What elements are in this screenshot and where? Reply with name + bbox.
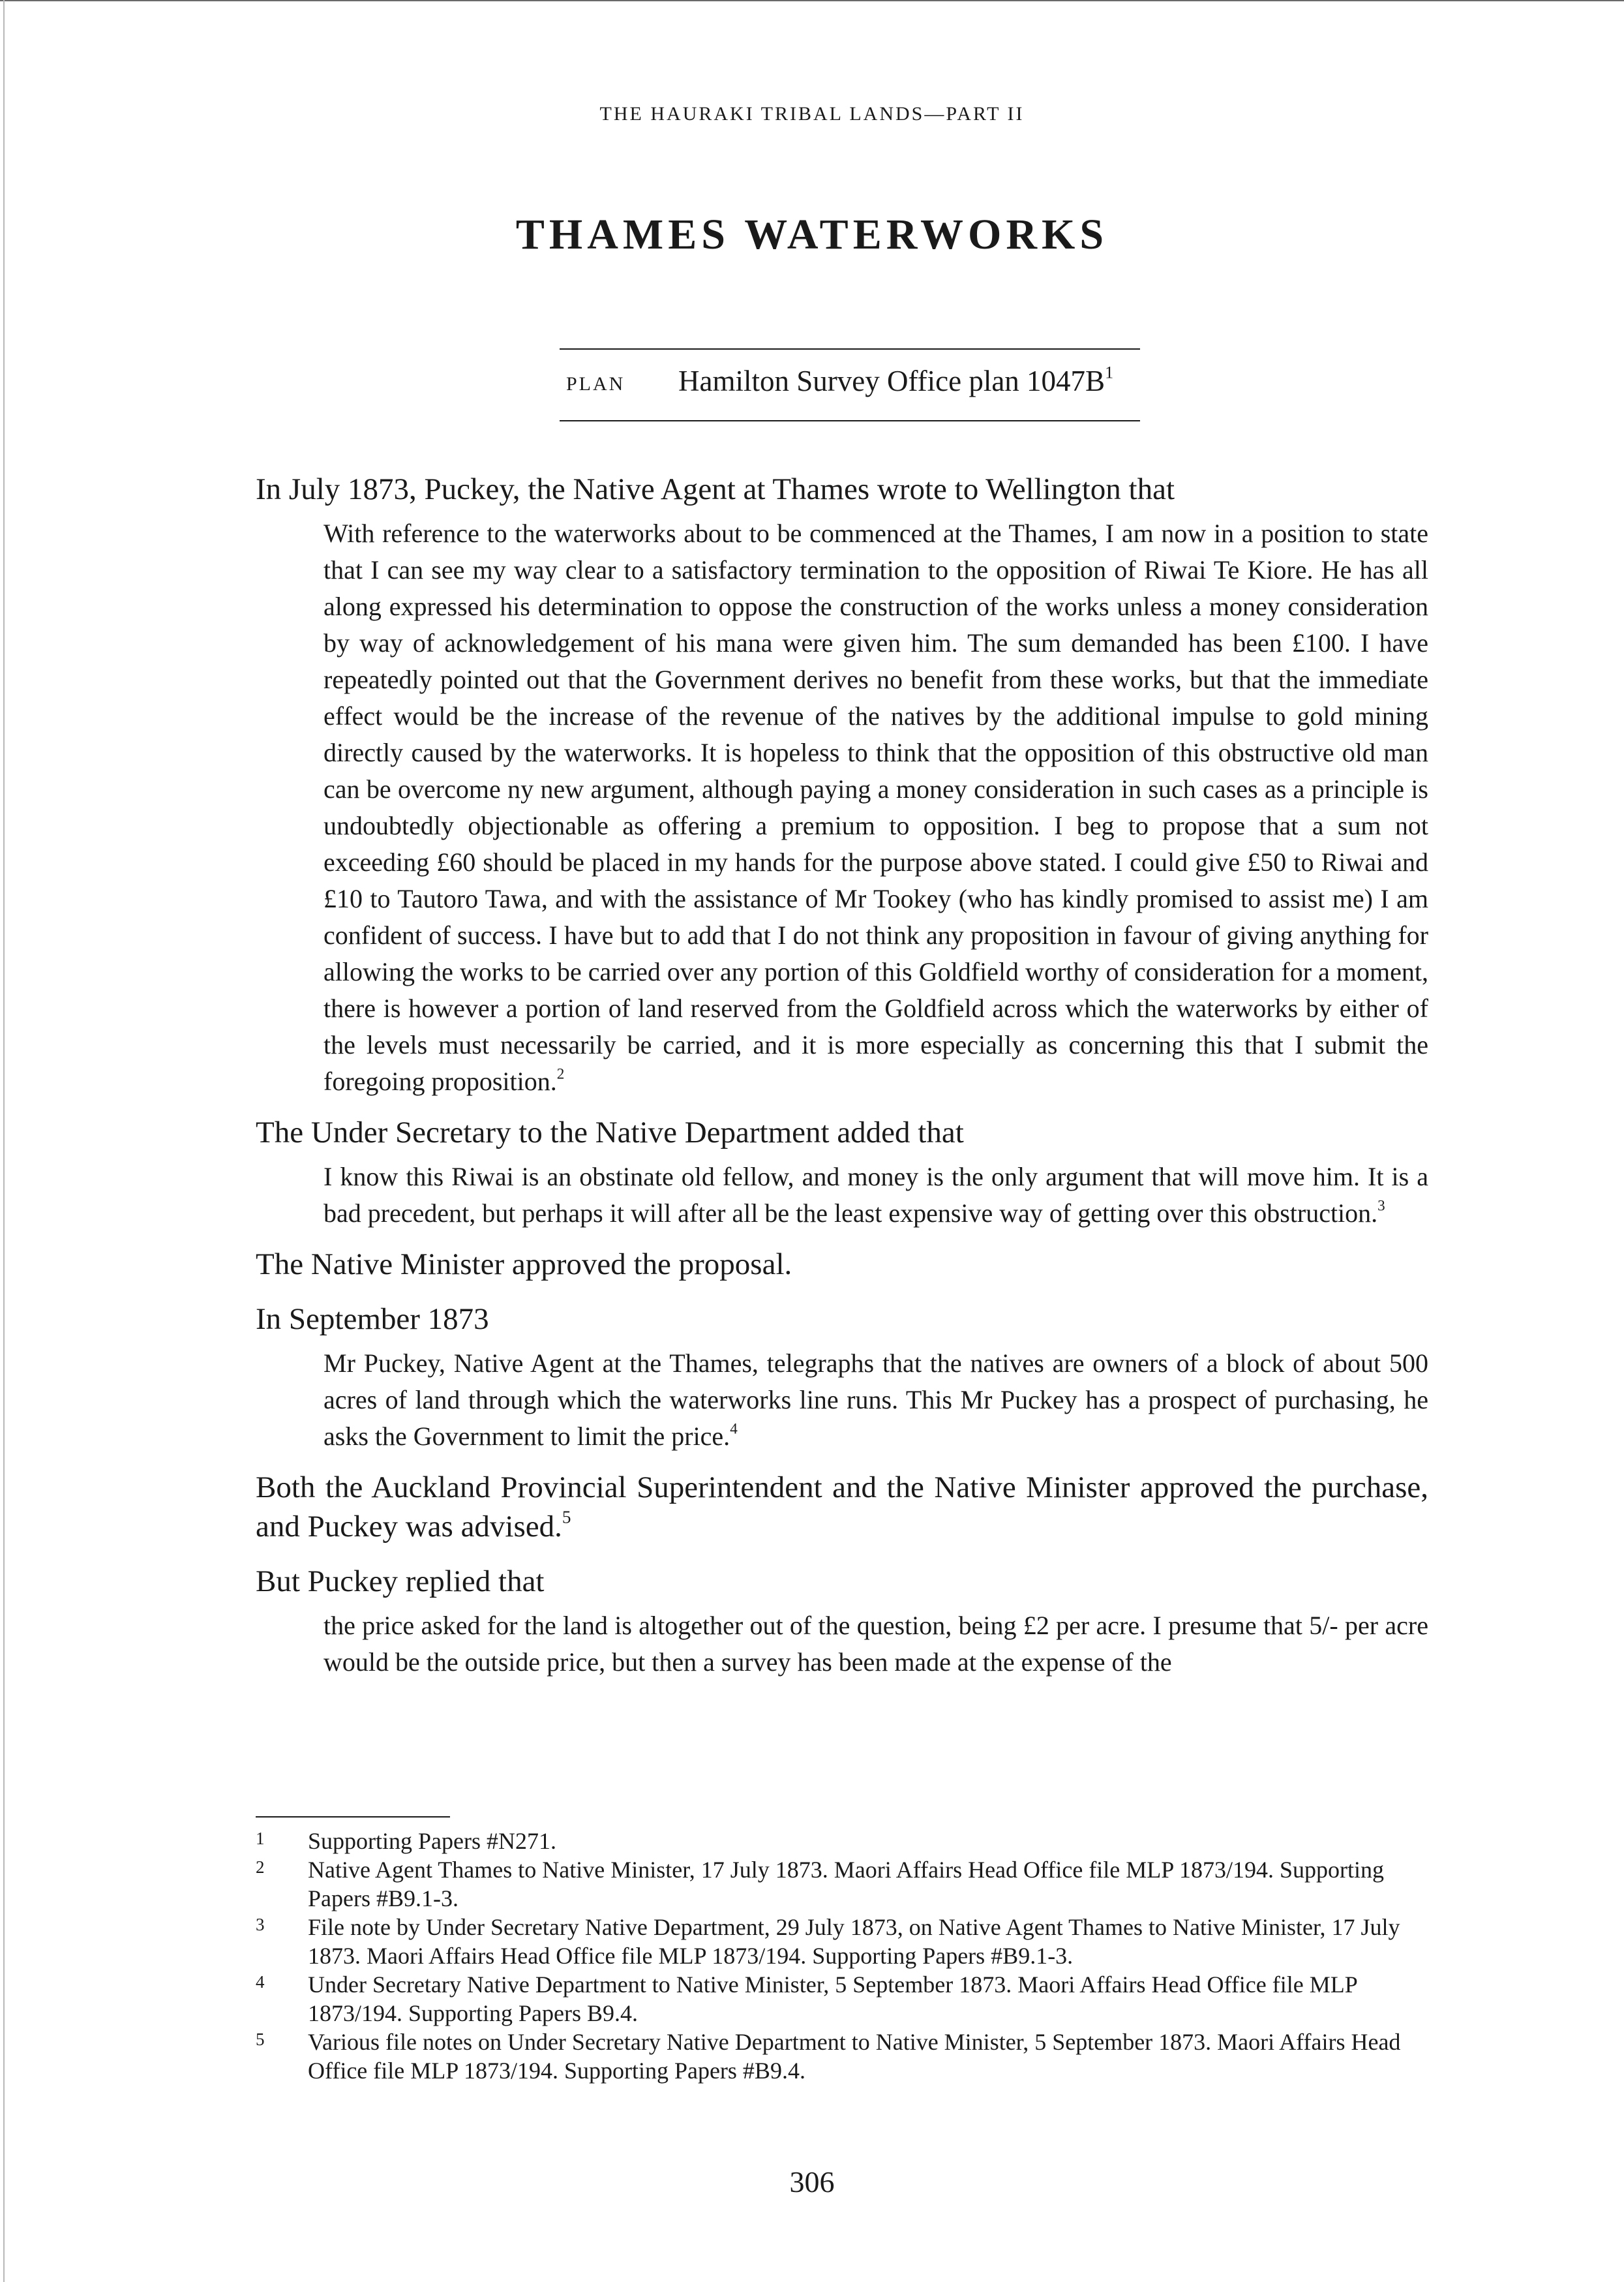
footnote-text: Native Agent Thames to Native Minister, 17 July 1873. Maori Affairs Head Office file MLP 1873/194. Supporting Papers #B9.1-3. <box>308 1857 1384 1911</box>
plan-text-value: Hamilton Survey Office plan 1047B <box>678 365 1105 397</box>
quote-text: I know this Riwai is an obstinate old fellow, and money is the only argument that will move him. It is a bad precedent, but perhaps it will after all be the least expensive way of getting over this obstruction. <box>323 1162 1428 1228</box>
page-number: 306 <box>789 2165 835 2198</box>
paragraph-text: Both the Auckland Provincial Superintendent and the Native Minister approved the purchase, and Puckey was advised. <box>256 1470 1428 1544</box>
body-text <box>256 470 1428 1694</box>
paragraph-text: The Native Minister approved the proposal. <box>256 1247 792 1281</box>
footnote-ref: 4 <box>730 1420 738 1438</box>
paragraph <box>256 1562 1428 1601</box>
paragraph-text: But Puckey replied that <box>256 1564 545 1598</box>
page-title: THAMES WATERWORKS <box>515 211 1109 258</box>
quote-text: With reference to the waterworks about to be commenced at the Thames, I am now in a position to state that I can see my way clear to a satisfactory termination to the opposition of Riwai Te Kiore. He has all along expressed his determination to oppose the construction of the works unless a money consideration by way of acknowledgement of his mana were given him. The sum demanded has been £100. I have repeatedly pointed out that the Government derives no benefit from these works, but that the immediate effect would be the increase of the revenue of the natives by the additional impulse to gold mining directly caused by the waterworks. It is hopeless to think that the opposition of this obstructive old man can be overcome ny new argument, although paying a money consideration in such cases as a principle is undoubtedly objectionable as offering a premium to opposition. I beg to propose that a sum not exceeding £60 should be placed in my hands for the purpose above stated. I could give £50 to Riwai and £10 to Tautoro Tawa, and with the assistance of Mr Tookey (who has kindly promised to assist me) I am confident of success. I have but to add that I do not think any proposition in favour of giving anything for allowing the works to be carried over any portion of this Goldfield worthy of consideration for a moment, there is however a portion of land reserved from the Goldfield across which the waterworks by either of the levels must necessarily be carried, and it is more especially as concerning this that I submit the foregoing proposition. <box>323 519 1428 1096</box>
footnote-ref: 2 <box>556 1065 565 1083</box>
footnote-number: 3 <box>256 1915 265 1934</box>
footnote-divider <box>256 1816 450 1818</box>
footnote-ref: 1 <box>1105 363 1114 382</box>
block-quote <box>323 515 1428 1100</box>
block-quote <box>323 1159 1428 1232</box>
paragraph-text: In September 1873 <box>256 1302 489 1336</box>
footnote-number: 5 <box>256 2030 265 2049</box>
paragraph <box>256 1468 1428 1546</box>
footnote-text: File note by Under Secretary Native Department, 29 July 1873, on Native Agent Thames to Native Minister, 17 July 1873. Maori Affairs Head Office file MLP 1873/194. Supporting Papers #B9.1-3. <box>308 1914 1400 1969</box>
footnote-ref: 3 <box>1377 1197 1385 1215</box>
footnote <box>256 2028 1443 2085</box>
footnote-number: 1 <box>256 1829 265 1848</box>
paragraph <box>256 1245 1428 1284</box>
page-top-border <box>0 0 1624 1</box>
paragraph <box>256 1300 1428 1339</box>
footnote-ref: 5 <box>562 1507 571 1527</box>
footnote <box>256 1855 1443 1913</box>
paragraph <box>256 470 1428 509</box>
plan-reference <box>560 348 1140 421</box>
paragraph-text: In July 1873, Puckey, the Native Agent at Thames wrote to Wellington that <box>256 472 1175 506</box>
block-quote <box>323 1345 1428 1455</box>
plan-text <box>678 364 1113 398</box>
footnote <box>256 1970 1443 2028</box>
footnote-number: 2 <box>256 1857 265 1877</box>
block-quote <box>323 1607 1428 1681</box>
footnote <box>256 1827 1443 1855</box>
running-head: THE HAURAKI TRIBAL LANDS—PART II <box>599 103 1025 125</box>
quote-text: Mr Puckey, Native Agent at the Thames, telegraphs that the natives are owners of a block of about 500 acres of land through which the waterworks line runs. This Mr Puckey has a prospect of purchasing, he asks the Government to limit the price. <box>323 1348 1428 1451</box>
paragraph-text: The Under Secretary to the Native Department added that <box>256 1116 964 1149</box>
plan-label: PLAN <box>566 373 625 395</box>
footnote <box>256 1913 1443 1970</box>
paragraph <box>256 1113 1428 1152</box>
footnotes <box>256 1827 1443 2085</box>
footnote-text: Various file notes on Under Secretary Native Department to Native Minister, 5 September 1873. Maori Affairs Head Office file MLP 1873/194. Supporting Papers #B9.4. <box>308 2029 1401 2084</box>
footnote-number: 4 <box>256 1972 265 1992</box>
page-left-border <box>3 0 5 2282</box>
footnote-text: Supporting Papers #N271. <box>308 1828 556 1854</box>
footnote-text: Under Secretary Native Department to Native Minister, 5 September 1873. Maori Affairs Head Office file MLP 1873/194. Supporting Papers B9.4. <box>308 1971 1357 2026</box>
quote-text: the price asked for the land is altogether out of the question, being £2 per acre. I presume that 5/- per acre would be the outside price, but then a survey has been made at the expense of the <box>323 1611 1428 1677</box>
